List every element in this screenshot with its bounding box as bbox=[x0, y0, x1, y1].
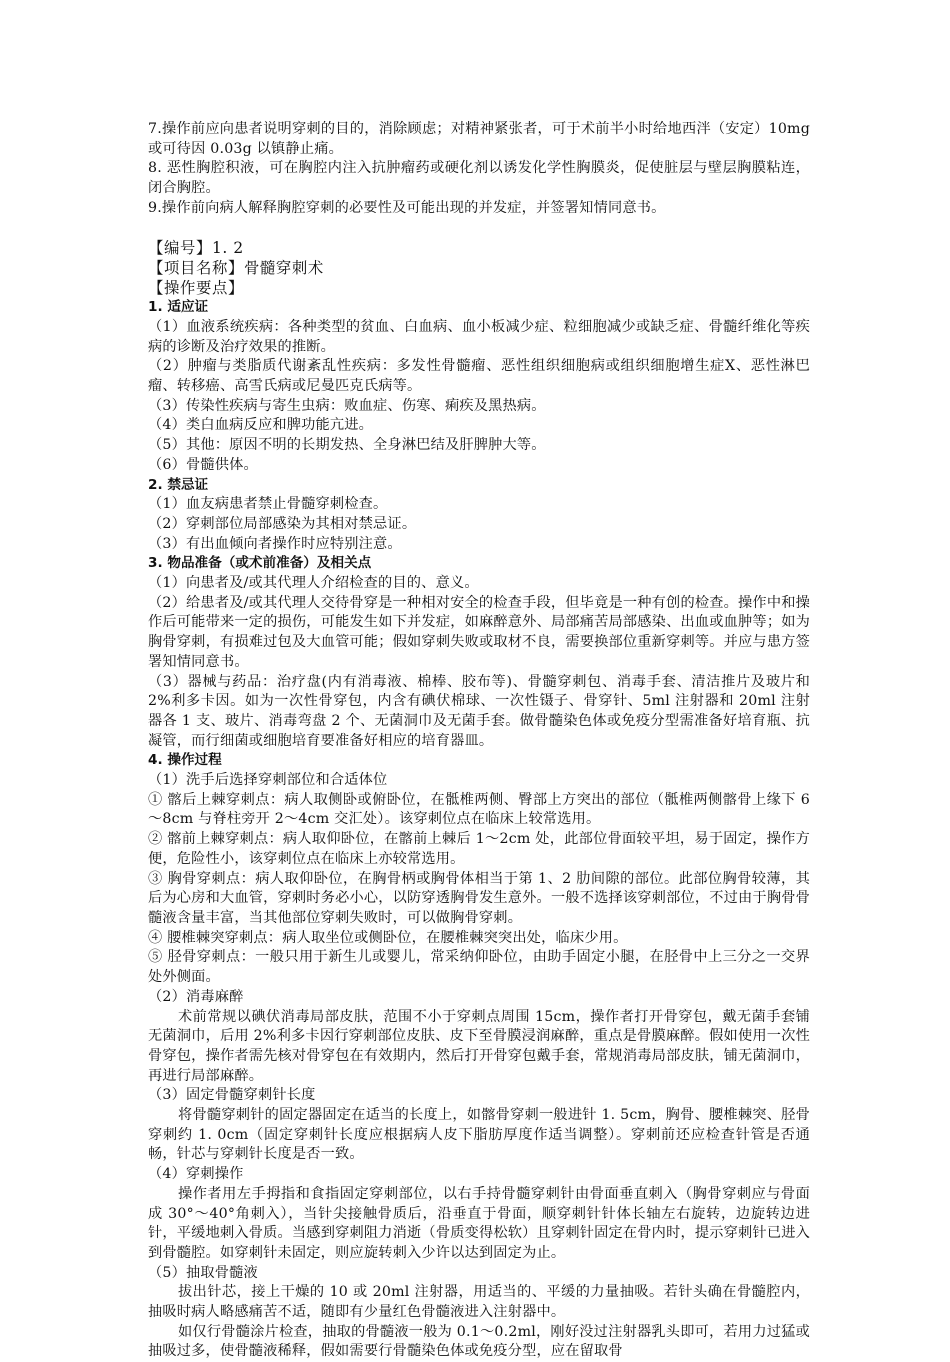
list-item: ⑤ 胫骨穿刺点：一般只用于新生儿或婴儿，常采纳仰卧位，由助手固定小腿，在胫骨中上三分之一交界处外侧面。 bbox=[148, 949, 810, 986]
list-item: （3）传染性疾病与寄生虫病：败血症、伤寒、痢疾及黑热病。 bbox=[148, 397, 546, 414]
list-item: ④ 腰椎棘突穿刺点：病人取坐位或侧卧位，在腰椎棘突突出处，临床少用。 bbox=[148, 929, 628, 946]
subsection-title: （3）固定骨髓穿刺针长度 bbox=[148, 1087, 316, 1104]
list-item: ③ 胸骨穿刺点：病人取仰卧位，在胸骨柄或胸骨体相当于第 1、2 肋间隙的部位。此部位胸骨较薄，其后为心房和大血管，穿刺时务必小心，以防穿透胸骨发生意外。一般不选择该穿刺部位，不过由于胸骨骨髓液含量丰富，当其他部位穿刺失败时，可以做胸骨穿刺。 bbox=[148, 870, 810, 926]
paragraph: 7.操作前应向患者说明穿刺的目的，消除顾虑；对精神紧张者，可于术前半小时给地西泮（安定）10mg 或可待因 0.03g 以镇静止痛。 bbox=[148, 121, 810, 157]
list-item: （4）类白血病反应和脾功能亢进。 bbox=[148, 417, 374, 434]
paragraph: 术前常规以碘伏消毒局部皮肤，范围不小于穿刺点周围 15cm，操作者打开骨穿包，戴无菌手套铺无菌洞巾，后用 2%利多卡因行穿刺部位皮肤、皮下至骨膜浸润麻醉，重点是骨膜麻醉。假如使用一次性骨穿包，操作者需先核对骨穿包在有效期内，然后打开骨穿包戴手套，常规消毒局部皮肤，铺无菌洞巾，再进行局部麻醉。 bbox=[148, 1008, 810, 1084]
section-heading-preparation: 3. 物品准备（或术前准备）及相关点 bbox=[148, 555, 372, 572]
list-item: （6）骨髓供体。 bbox=[148, 456, 258, 473]
section-heading-indications: 1. 适应证 bbox=[148, 299, 209, 316]
list-item: （2）给患者及/或其代理人交待骨穿是一种相对安全的检查手段，但毕竟是一种有创的检查。操作中和操作后可能带来一定的损伤，可能发生如下并发症，如麻醉意外、局部痛苦局部感染、出血或血肿等；如为胸骨穿刺，有损难过包及大血管可能；假如穿刺失败或取材不良，需要换部位重新穿刺等。并应与患方签署知情同意书。 bbox=[148, 594, 810, 670]
list-item: （2）穿刺部位局部感染为其相对禁忌证。 bbox=[148, 515, 417, 532]
paragraph: 9.操作前向病人解释胸腔穿刺的必要性及可能出现的并发症，并签署知情同意书。 bbox=[148, 199, 666, 216]
paragraph: 操作者用左手拇指和食指固定穿刺部位，以右手持骨髓穿刺针由骨面垂直刺入（胸骨穿刺应与骨面成 30°～40°角刺入），当针尖接触骨质后，沿垂直于骨面，顺穿刺针针体长轴左右旋转，边旋转边进针，平缓地刺入骨质。当感到穿刺阻力消逝（骨质变得松软）且穿刺针固定在骨内时，提示穿刺针已进入到骨髓腔。如穿刺针未固定，则应旋转刺入少许以达到固定为止。 bbox=[148, 1185, 810, 1261]
paragraph: 将骨髓穿刺针的固定器固定在适当的长度上，如髂骨穿刺一般进针 1. 5cm，胸骨、腰椎棘突、胫骨穿刺约 1. 0cm（固定穿刺针长度应根据病人皮下脂肪厚度作适当调整）。穿刺前还应检查针管是否通畅，针芯与穿刺针长度是否一致。 bbox=[148, 1107, 810, 1163]
list-item: （1）向患者及/或其代理人介绍检查的目的、意义。 bbox=[148, 575, 479, 592]
key-points-heading: 【操作要点】 bbox=[148, 279, 244, 298]
list-item: ② 髂前上棘穿刺点：病人取仰卧位，在髂前上棘后 1～2cm 处，此部位骨面较平坦，易于固定，操作方便，危险性小，该穿刺位点在临床上亦较常选用。 bbox=[148, 831, 810, 867]
item-number: 【编号】1. 2 bbox=[148, 239, 244, 258]
paragraph: 拔出针芯，接上干燥的 10 或 20ml 注射器，用适当的、平缓的力量抽吸。若针头确在骨髓腔内，抽吸时病人略感痛苦不适，随即有少量红色骨髓液进入注射器中。 bbox=[148, 1284, 810, 1321]
section-heading-contraindications: 2. 禁忌证 bbox=[148, 476, 209, 493]
section-heading-procedure: 4. 操作过程 bbox=[148, 752, 222, 769]
list-item: （1）血友病患者禁止骨髓穿刺检查。 bbox=[148, 496, 388, 513]
list-item: （5）其他：原因不明的长期发热、全身淋巴结及肝脾肿大等。 bbox=[148, 437, 546, 454]
list-item: （2）肿瘤与类脂质代谢紊乱性疾病：多发性骨髓瘤、恶性组织细胞病或组织细胞增生症X、恶性淋巴瘤、转移癌、高雪氏病或尼曼匹克氏病等。 bbox=[148, 358, 810, 395]
subsection-title: （2）消毒麻醉 bbox=[148, 988, 244, 1005]
item-name: 【项目名称】骨髓穿刺术 bbox=[148, 259, 324, 278]
spacer bbox=[148, 219, 810, 239]
list-item: （3）有出血倾向者操作时应特别注意。 bbox=[148, 535, 402, 552]
paragraph: 如仅行骨髓涂片检查，抽取的骨髓液一般为 0.1～0.2ml，刚好没过注射器乳头即可，若用力过猛或抽吸过多，使骨髓液稀释，假如需要行骨髓染色体或免疫分型，应在留取骨 bbox=[148, 1323, 810, 1360]
list-item: ① 髂后上棘穿刺点：病人取侧卧或俯卧位，在骶椎两侧、臀部上方突出的部位（骶椎两侧髂骨上缘下 6～8cm 与脊柱旁开 2～4cm 交汇处）。该穿刺位点在临床上较常选用。 bbox=[148, 791, 810, 828]
subsection-title: （4）穿刺操作 bbox=[148, 1166, 244, 1183]
list-item: （3）器械与药品：治疗盘(内有消毒液、棉棒、胶布等)、骨髓穿刺包、消毒手套、清洁推片及玻片和 2%利多卡因。如为一次性骨穿包，内含有碘伏棉球、一次性镊子、骨穿针、5ml 注射器和 20ml 注射器各 1 支、玻片、消毒弯盘 2 个、无菌洞巾及无菌手套。做骨髓染色体或免疫分型需准备好培育瓶、抗凝管，而行细菌或细胞培育要准备好相应的培育器皿。 bbox=[148, 673, 810, 749]
subsection-title: （5）抽取骨髓液 bbox=[148, 1264, 258, 1281]
paragraph: 8. 恶性胸腔积液，可在胸腔内注入抗肿瘤药或硬化剂以诱发化学性胸膜炎，促使脏层与壁层胸膜粘连，闭合胸腔。 bbox=[148, 160, 810, 197]
document-page bbox=[148, 120, 810, 1362]
list-item: （1）血液系统疾病：各种类型的贫血、白血病、血小板减少症、粒细胞减少或缺乏症、骨髓纤维化等疾病的诊断及治疗效果的推断。 bbox=[148, 318, 810, 355]
subsection-title: （1）洗手后选择穿刺部位和合适体位 bbox=[148, 772, 388, 789]
